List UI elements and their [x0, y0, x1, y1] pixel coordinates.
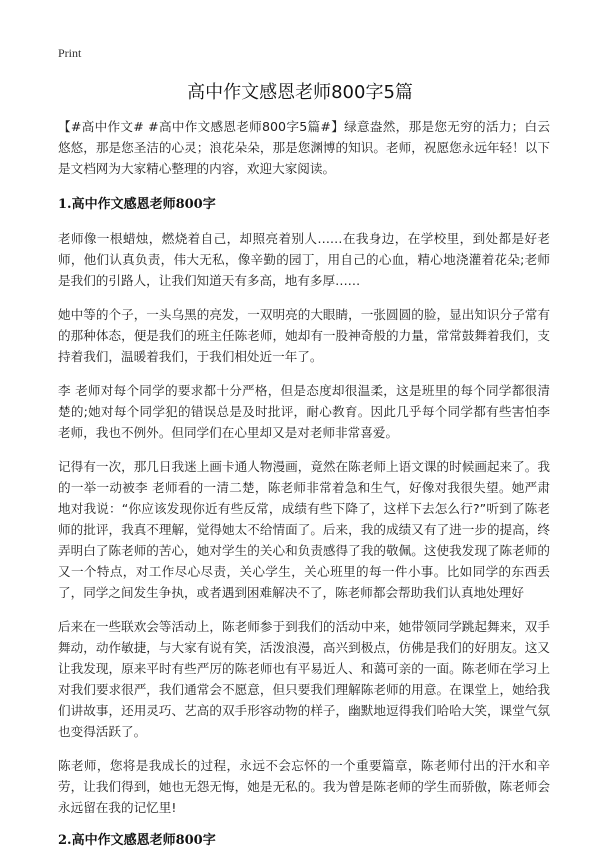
section-1-paragraph-6: 陈老师，您将是我成长的过程，永远不会忘怀的一个重要篇章，陈老师付出的汗水和辛劳，让我们得到，她也无怨无悔，她是无私的。我为曾是陈老师的学生而骄傲，陈老师会永远留在我的记忆里!	[58, 758, 550, 815]
section-2-heading: 2.高中作文感恩老师800字	[58, 833, 216, 848]
print-link[interactable]: Print	[58, 46, 82, 60]
intro-paragraph: 【#高中作文# #高中作文感恩老师800字5篇#】绿意盎然，那是您无穷的活力；白云悠悠，那是您圣洁的心灵；浪花朵朵，那是您渊博的知识。老师，祝愿您永远年轻！以下是文档网为大家精心整理的内容，欢迎大家阅读。	[58, 119, 550, 176]
section-1-paragraph-5: 后来在一些联欢会等活动上，陈老师参于到我们的活动中来，她带领同学跳起舞来，双手舞动，动作敏捷，与大家有说有笑，活泼浪漫，高兴到极点，仿佛是我们的好朋友。这又让我发现，原来平时有些严厉的陈老师也有平易近人、和蔼可亲的一面。陈老师在学习上对我们要求很严，我们通常会不愿意，但只要我们理解陈老师的用意。在课堂上，她给我们讲故事，还用灵巧、艺高的双手形容动物的样子，幽默地逗得我们哈哈大笑，课堂气氛也变得活跃了。	[58, 619, 550, 739]
section-1-paragraph-1: 老师像一根蜡烛，燃烧着自己，却照亮着别人……在我身边，在学校里，到处都是好老师，他们认真负责，伟大无私，像辛勤的园丁，用自己的心血，精心地浇灌着花朵;老师是我们的引路人，让我们知道天有多高，地有多厚……	[58, 231, 550, 288]
article-body	[58, 116, 550, 864]
section-1-paragraph-4: 记得有一次，那几日我迷上画卡通人物漫画，竟然在陈老师上语文课的时候画起来了。我的一举一动被李 老师看的一清二楚，陈老师非常着急和生气，好像对我很失望。她严肃地对我说：“你应该发现你近有些反常，成绩有些下降了，这样下去怎么行?”听到了陈老师的批评，我真不理解，觉得她太不给情面了。后来，我的成绩又有了进一步的提高，终弄明白了陈老师的苦心，她对学生的关心和负责感得了我的敬佩。这使我发现了陈老师的又一个特点，对工作尽心尽责，关心学生，关心班里的每一件小事。比如同学的东西丢了，同学之间发生争执，或者遇到困难解决不了，陈老师都会帮助我们认真地处理好	[58, 459, 550, 600]
section-1-paragraph-2: 她中等的个子，一头乌黑的亮发，一双明亮的大眼睛，一张圆圆的脸，显出知识分子常有的那种体态，便是我们的班主任陈老师，她却有一股神奇般的力量，常常鼓舞着我们，支持着我们，温暖着我们，于我们相处近一年了。	[58, 307, 550, 364]
section-1-paragraph-3: 李 老师对每个同学的要求都十分严格，但是态度却很温柔，这是班里的每个同学都很清楚的;她对每个同学犯的错误总是及时批评，耐心教育。因此几乎每个同学都有些害怕李 老师，我也不例外。但同学们在心里却又是对老师非常喜爱。	[58, 383, 550, 440]
page-title: 高中作文感恩老师800字5篇	[187, 82, 413, 103]
section-1-heading: 1.高中作文感恩老师800字	[58, 197, 216, 212]
